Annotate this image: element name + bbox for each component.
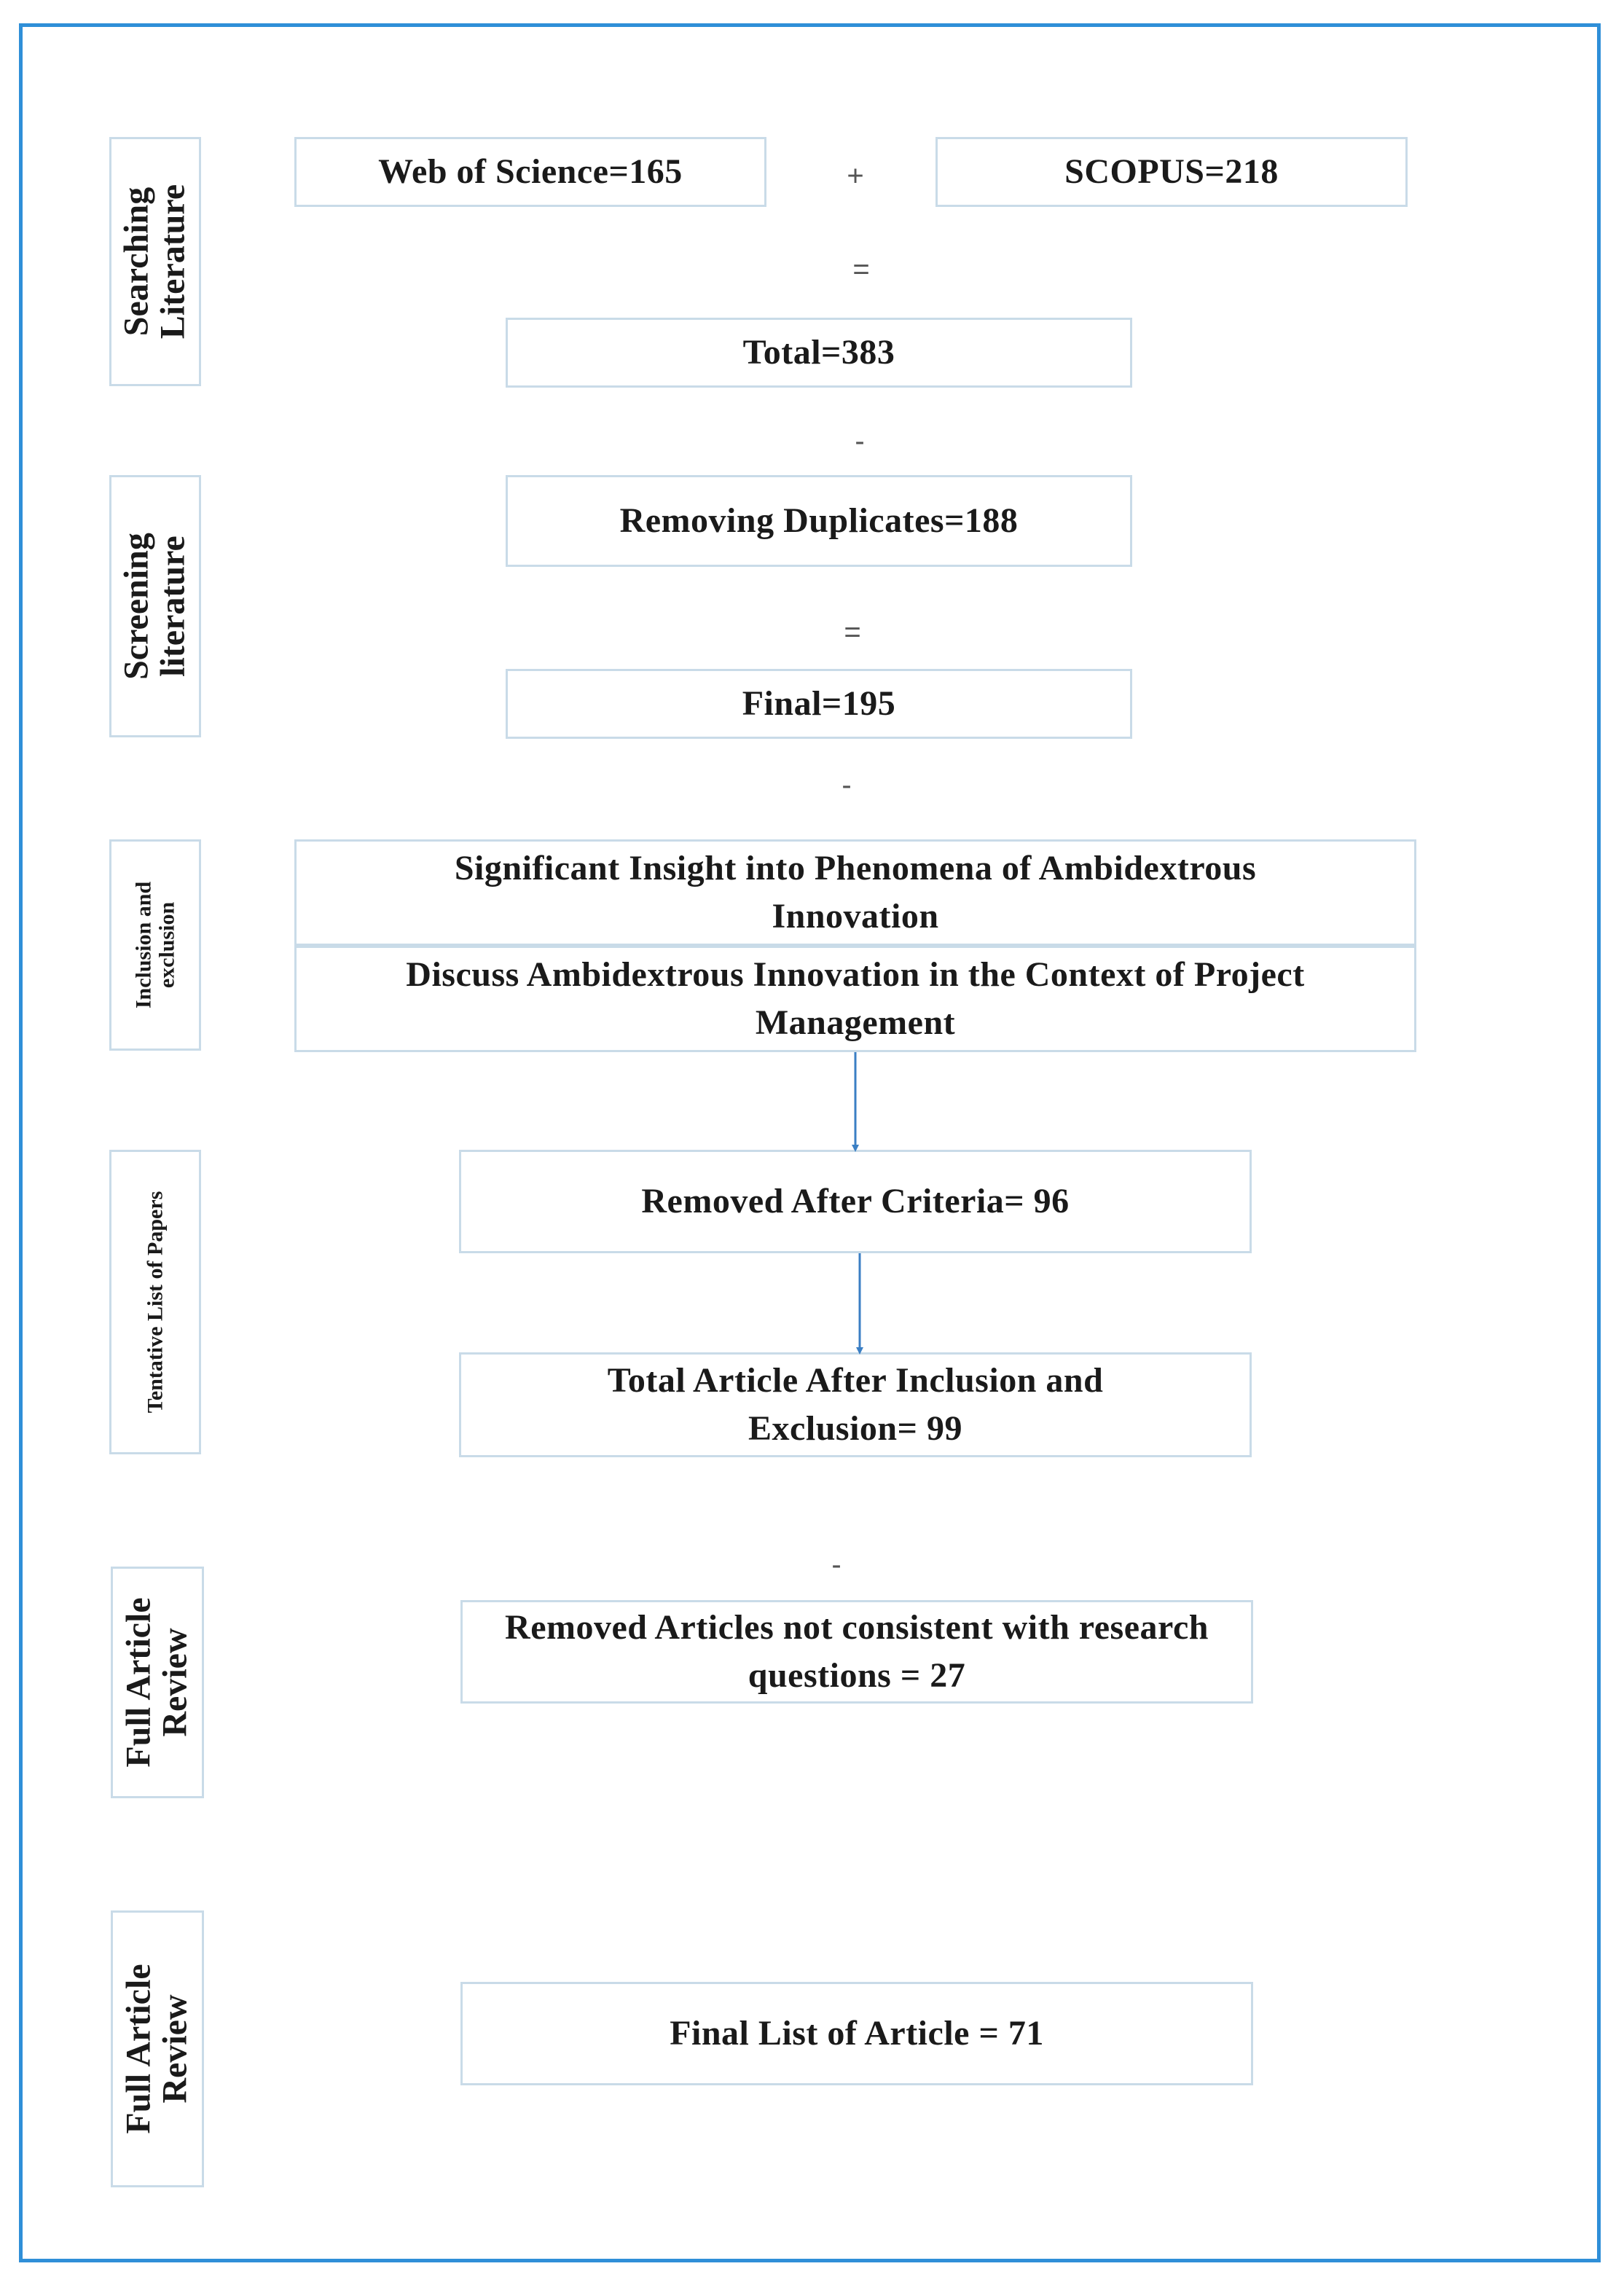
total-box: Total=383 bbox=[506, 318, 1132, 388]
removed-after-criteria-box: Removed After Criteria= 96 bbox=[459, 1150, 1252, 1253]
stage-label-text: Full Article Review bbox=[119, 1964, 195, 2134]
stage-label-text: Tentative List of Papers bbox=[143, 1191, 168, 1414]
plus-operator: + bbox=[847, 160, 864, 192]
minus-operator: - bbox=[842, 769, 852, 801]
stage-label-text: Screening literature bbox=[117, 533, 192, 680]
significant-insight-box: Significant Insight into Phenomena of Ambidextrous Innovation bbox=[294, 839, 1416, 946]
scopus-box: SCOPUS=218 bbox=[935, 137, 1408, 207]
minus-operator: - bbox=[831, 1548, 842, 1581]
removed-inconsistent-box: Removed Articles not consistent with research questions = 27 bbox=[460, 1600, 1253, 1704]
stage-label-text: Searching Literature bbox=[117, 184, 192, 340]
discuss-ambidextrous-box: Discuss Ambidextrous Innovation in the Context of Project Management bbox=[294, 946, 1416, 1052]
minus-operator: - bbox=[855, 425, 865, 458]
final-box: Final=195 bbox=[506, 669, 1132, 739]
total-after-inclusion-box: Total Article After Inclusion and Exclusion= 99 bbox=[459, 1352, 1252, 1457]
equals-operator: = bbox=[852, 253, 870, 286]
final-list-box: Final List of Article = 71 bbox=[460, 1982, 1253, 2085]
stage-label-text: Full Article Review bbox=[119, 1597, 195, 1768]
stage-label-text: Inclusion and exclusion bbox=[131, 881, 179, 1009]
removing-duplicates-box: Removing Duplicates=188 bbox=[506, 475, 1132, 567]
equals-operator: = bbox=[844, 616, 861, 648]
web-of-science-box: Web of Science=165 bbox=[294, 137, 766, 207]
